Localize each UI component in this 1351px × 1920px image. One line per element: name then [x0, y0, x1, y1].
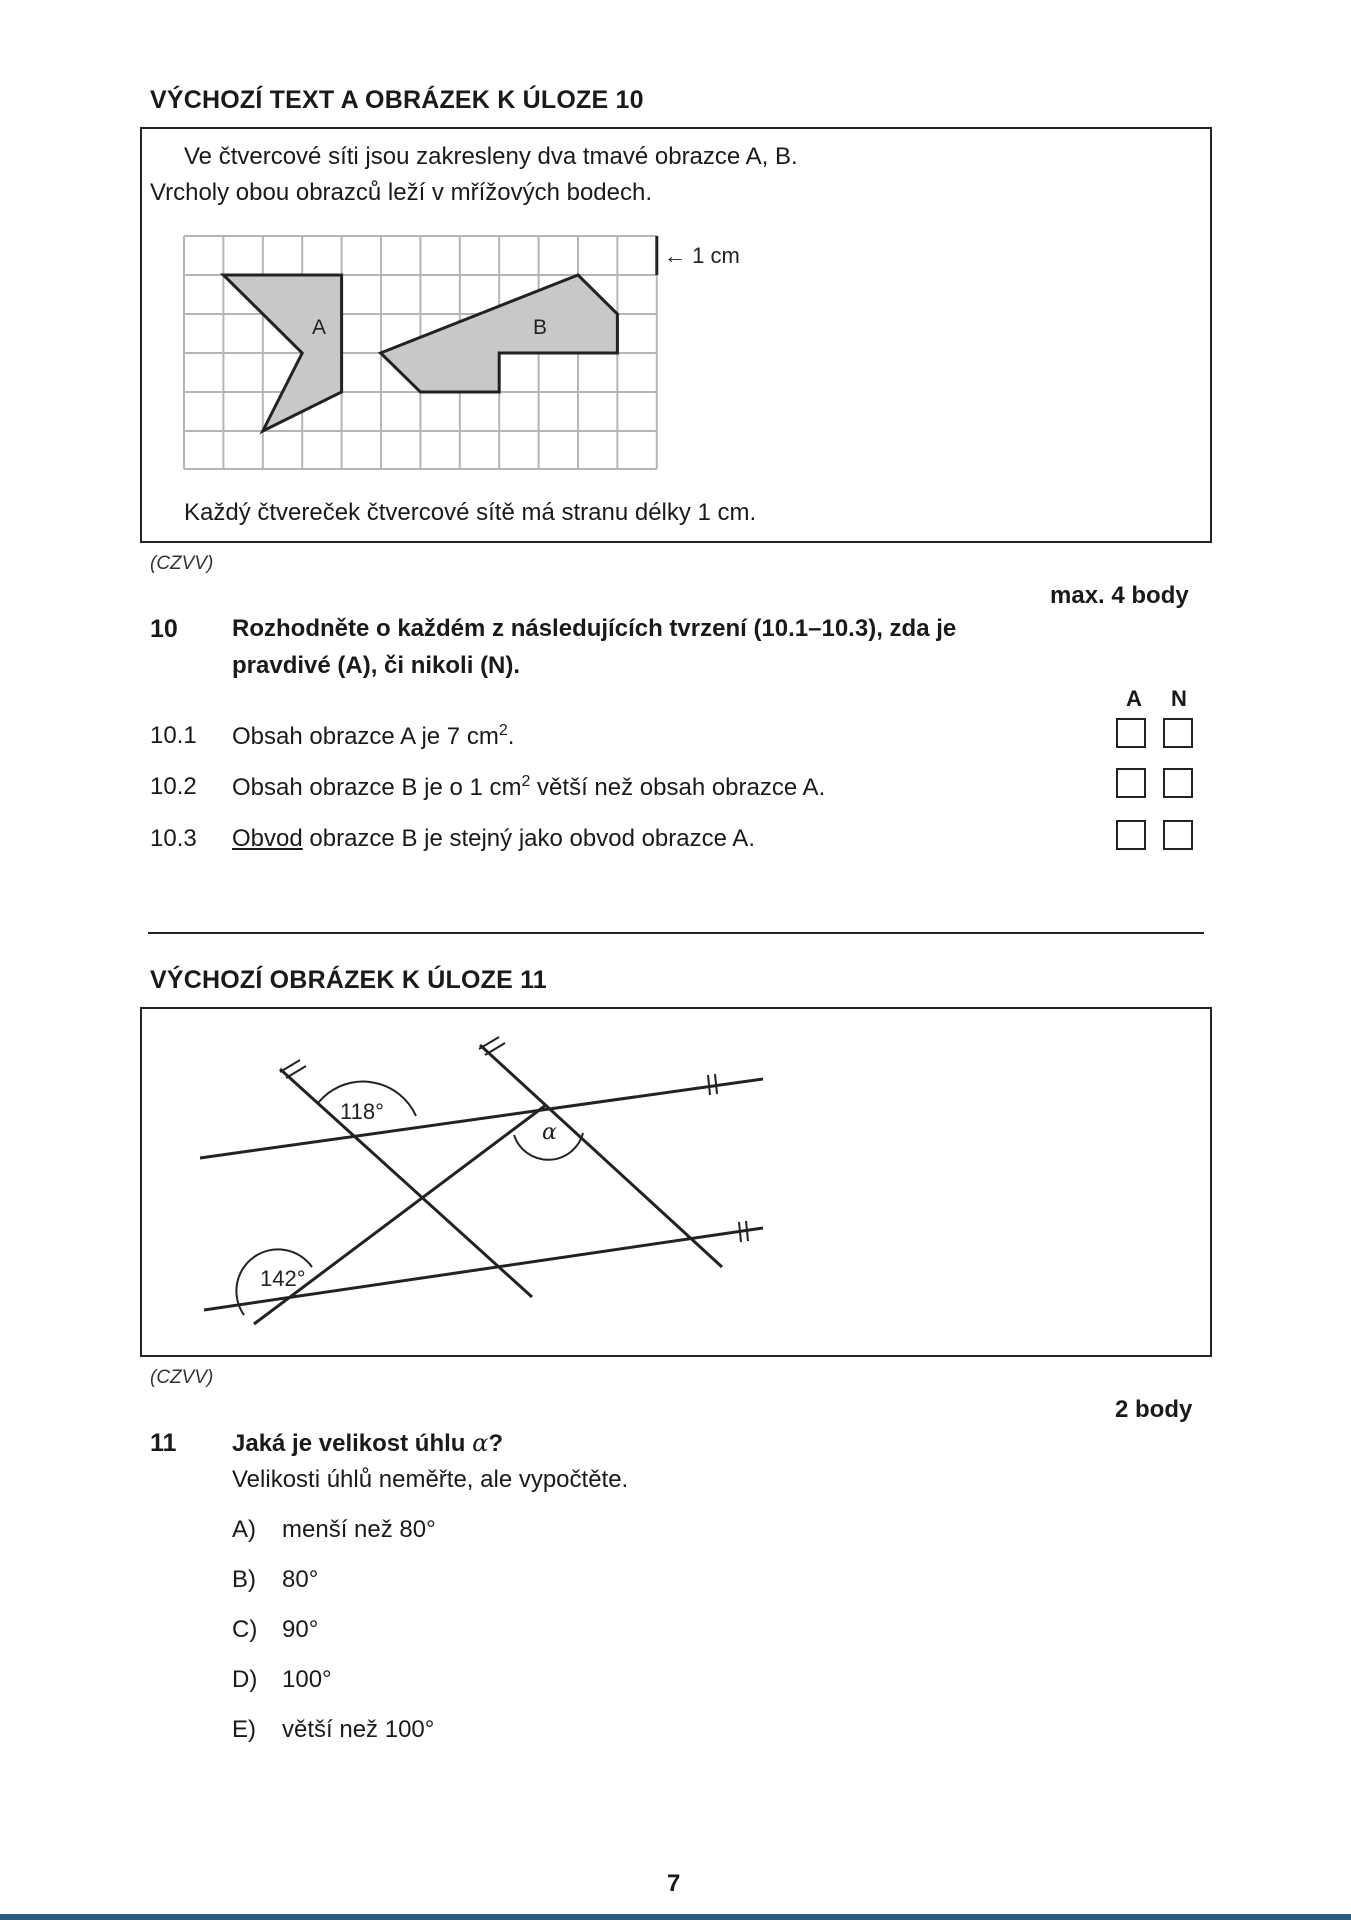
left-transversal-line: [280, 1069, 532, 1297]
checkbox-10-1-a[interactable]: [1116, 718, 1146, 748]
item-10-1-text: Obsah obrazce A je 7 $cm^2$.: [232, 722, 515, 750]
task10-intro-line2: Vrcholy obou obrazců leží v mřížových bodech.: [150, 179, 653, 206]
task10-number: 10: [150, 615, 178, 643]
task10-header: VÝCHOZÍ TEXT A OBRÁZEK K ÚLOZE 10: [150, 86, 644, 114]
bottom-border: [0, 1914, 1351, 1920]
item-10-3-text: Obvod obrazce B je stejný jako obvod obrazce A.: [232, 825, 755, 852]
checkbox-10-2-n[interactable]: [1163, 768, 1193, 798]
scale-label: ← 1 cm: [664, 243, 740, 268]
task11-number: 11: [150, 1429, 177, 1457]
task11-instruction: Velikosti úhlů neměřte, ale vypočtěte.: [232, 1466, 629, 1493]
option-e-text: větší než 100°: [282, 1716, 435, 1743]
angle-alpha-label: α: [542, 1120, 557, 1145]
option-c-text: 90°: [282, 1616, 319, 1643]
angle-118-label: 118°: [340, 1099, 384, 1124]
shape-b-label: B: [533, 316, 548, 339]
item-10-1-number: 10.1: [150, 722, 197, 749]
shape-a-label: A: [312, 316, 327, 339]
task11-question: Jaká je velikost úhlu α?: [232, 1429, 503, 1457]
checkbox-10-3-n[interactable]: [1163, 820, 1193, 850]
checkbox-10-2-a[interactable]: [1116, 768, 1146, 798]
section-divider: [148, 932, 1204, 934]
task11-box: [140, 1007, 1212, 1357]
upper-parallel-line: [200, 1079, 763, 1158]
option-a-letter[interactable]: A): [232, 1516, 256, 1543]
option-b-text: 80°: [282, 1566, 319, 1593]
column-a-label: A: [1126, 686, 1142, 711]
column-n-label: N: [1171, 686, 1187, 711]
task10-source: (CZVV): [150, 553, 214, 574]
task11-points: 2 body: [1115, 1396, 1193, 1423]
item-10-2-text: Obsah obrazce B je o 1 $cm^2$ větší než obsah obrazce A.: [232, 773, 826, 801]
item-10-3-number: 10.3: [150, 825, 197, 852]
option-c-letter[interactable]: C): [232, 1616, 258, 1643]
option-d-letter[interactable]: D): [232, 1666, 258, 1693]
option-b-letter[interactable]: B): [232, 1566, 256, 1593]
task10-box: [140, 127, 1212, 543]
option-d-text: 100°: [282, 1666, 332, 1693]
checkbox-10-1-n[interactable]: [1163, 718, 1193, 748]
task11-source: (CZVV): [150, 1367, 214, 1388]
angle-142-label: 142°: [260, 1266, 306, 1291]
page-number: 7: [667, 1870, 681, 1897]
task10-question-line1: Rozhodněte o každém z následujících tvrzení (10.1–10.3), zda je: [232, 615, 957, 642]
parallel-lines-figure: [142, 1009, 1210, 1355]
task11-header: VÝCHOZÍ OBRÁZEK K ÚLOZE 11: [150, 966, 547, 994]
right-transversal-line: [480, 1045, 722, 1267]
crossing-line: [254, 1105, 546, 1324]
task10-points: max. 4 body: [1050, 582, 1189, 609]
option-a-text: menší než 80°: [282, 1516, 436, 1543]
task10-intro-line1: Ve čtvercové síti jsou zakresleny dva tmavé obrazce A, B.: [184, 143, 798, 170]
item-10-2-number: 10.2: [150, 773, 197, 800]
task10-footnote: Každý čtvereček čtvercové sítě má stranu délky 1 cm.: [184, 499, 757, 526]
grid-figure: [142, 129, 1210, 541]
task10-question-line2: pravdivé (A), či nikoli (N).: [232, 652, 521, 679]
option-e-letter[interactable]: E): [232, 1716, 256, 1743]
checkbox-10-3-a[interactable]: [1116, 820, 1146, 850]
